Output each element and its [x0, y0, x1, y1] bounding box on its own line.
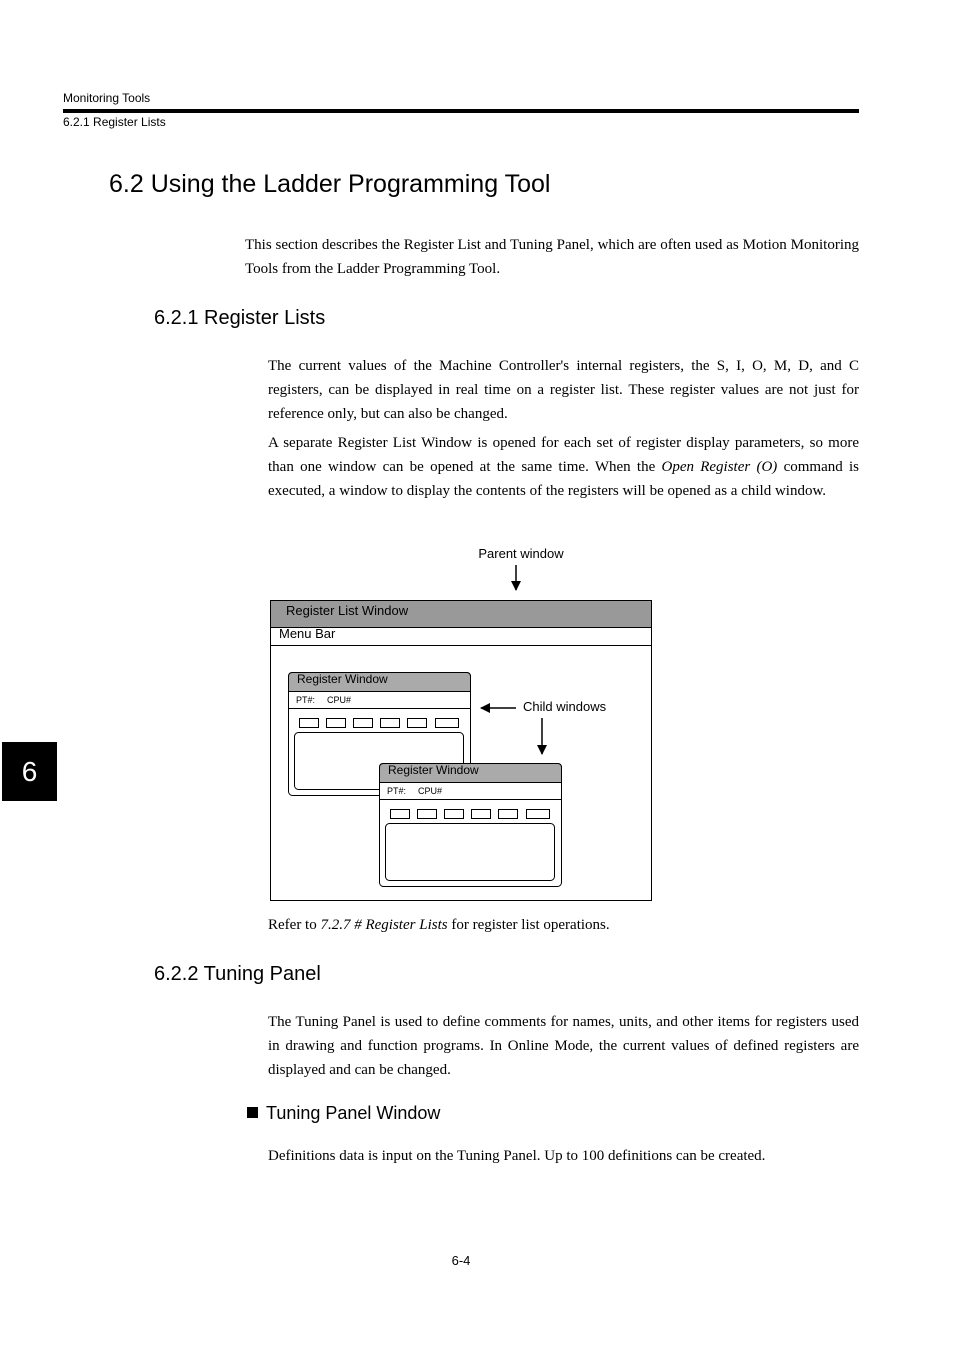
field-box: [499, 810, 518, 819]
header-rule: [63, 109, 859, 113]
para2-text-start: A separate Register List Window is opened for each set of register display parameters, so more than one window can be opened at the same time. When the: [268, 435, 859, 475]
field-box: [354, 719, 373, 728]
refer-text-end: for register list operations.: [447, 917, 610, 933]
child-windows-label: Child windows: [523, 699, 607, 714]
tuning-panel-paragraph: The Tuning Panel is used to define comments for names, units, and other items for registers used in drawing and function programs. In Online Mode, the current values of defined registers are displayed and can be changed.: [268, 1014, 859, 1078]
field-box: [445, 810, 464, 819]
menu-bar-label: Menu Bar: [279, 626, 336, 641]
field-box: [418, 810, 437, 819]
page-number: 6-4: [451, 1253, 471, 1268]
field-box: [472, 810, 491, 819]
intro-paragraph: This section describes the Register List and Tuning Panel, which are often used as Motion Monitoring Tools from the Ladder Programming Tool.: [245, 237, 859, 277]
register-window-front-data-area: [386, 824, 555, 881]
para2-text-end: command is executed, a window to display the contents of the registers will be opened as a child window.: [268, 459, 859, 499]
cpu-label: CPU#: [327, 695, 352, 705]
field-box: [408, 719, 427, 728]
chapter-tab: [2, 742, 57, 801]
page-title: 6.2 Using the Ladder Programming Tool: [109, 170, 551, 198]
field-box: [327, 719, 346, 728]
register-window-front: [380, 763, 562, 887]
open-register-command: Open Register (O): [661, 459, 778, 475]
pt-label: PT#:: [387, 786, 407, 796]
register-list-window-title: Register List Window: [286, 603, 409, 618]
square-bullet-icon: [247, 1107, 258, 1118]
register-window-back-title: Register Window: [297, 672, 388, 686]
field-box: [381, 719, 400, 728]
running-header-subsection: 6.2.1 Register Lists: [63, 115, 166, 129]
field-box: [300, 719, 319, 728]
heading-tuning-panel-window: [247, 1103, 440, 1124]
refer-link: 7.2.7 # Register Lists: [320, 917, 448, 933]
heading-register-lists: 6.2.1 Register Lists: [154, 307, 326, 329]
field-box: [391, 810, 410, 819]
heading-tuning-panel: 6.2.2 Tuning Panel: [154, 963, 321, 985]
refer-paragraph: [268, 913, 859, 937]
field-box: [527, 810, 550, 819]
running-header-section: Monitoring Tools: [63, 91, 151, 105]
pt-label: PT#:: [296, 695, 316, 705]
chapter-tab-number: 6: [21, 755, 38, 787]
parent-window-label: Parent window: [478, 546, 564, 561]
register-lists-paragraph-1: The current values of the Machine Controller's internal registers, the S, I, O, M, D, and C registers, can be displayed in real time on a register list. These register values are not just for reference only, but can also be changed.: [268, 358, 859, 422]
register-window-front-title: Register Window: [388, 763, 479, 777]
tuning-panel-window-paragraph: Definitions data is input on the Tuning Panel. Up to 100 definitions can be created.: [268, 1148, 766, 1164]
register-list-window-diagram: [260, 540, 660, 910]
heading-tuning-panel-window-text: Tuning Panel Window: [266, 1103, 441, 1123]
refer-text-start: Refer to: [268, 917, 321, 933]
cpu-label: CPU#: [418, 786, 443, 796]
register-lists-paragraph-2: [268, 431, 859, 503]
field-box: [436, 719, 459, 728]
